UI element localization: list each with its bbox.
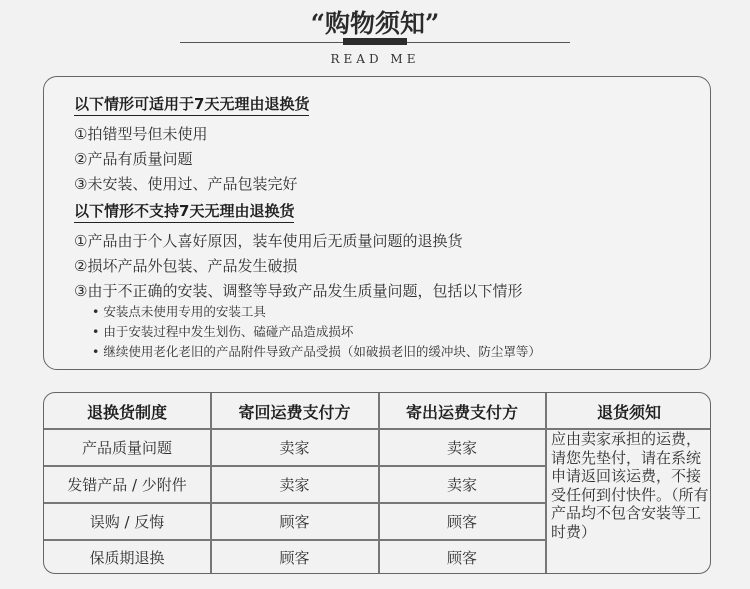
table-header-return-shipping: 寄回运费支付方 [238,402,351,422]
bullet-item: • 继续使用老化老旧的产品附件导致产品受损（如破损老旧的缓冲块、防尘罩等） [92,344,541,359]
eligible-item: ①拍错型号但未使用 [74,125,208,143]
table-cell-policy: 保质期退换 [89,549,165,567]
table-header-notice: 退货须知 [596,402,661,422]
table-cell-return-payer: 卖家 [279,439,310,457]
table-cell-outbound-payer: 顾客 [446,549,477,567]
eligible-item: ②产品有质量问题 [74,150,193,168]
return-policy-table [43,392,711,574]
ineligible-item: ③由于不正确的安装、调整等导致产品发生质量问题，包括以下情形 [74,282,523,300]
table-header-outbound-shipping: 寄出运费支付方 [405,402,518,422]
title-accent-bar [343,38,407,45]
return-policy-panel [43,76,711,370]
page-subtitle: READ ME [330,52,420,66]
return-notice-text: 应由卖家承担的运费，请您先垫付，请在系统申请返回该运费，不接受任何到付快件。（所有产品均不包含安装等工时费） [551,430,709,541]
section-heading-eligible: 以下情形可适用于7天无理由退换货 [74,94,309,116]
eligible-item: ③未安装、使用过、产品包装完好 [74,175,298,193]
table-cell-return-payer: 顾客 [279,549,310,567]
section-heading-ineligible: 以下情形不支持7天无理由退换货 [74,201,294,223]
table-cell-outbound-payer: 顾客 [446,513,477,531]
bullet-item: • 安装点未使用专用的安装工具 [92,304,266,319]
table-cell-policy: 误购 / 反悔 [89,513,165,531]
table-cell-outbound-payer: 卖家 [446,476,477,494]
table-cell-outbound-payer: 卖家 [446,439,477,457]
table-header-policy: 退换货制度 [86,402,167,422]
table-cell-return-payer: 卖家 [279,476,310,494]
page-title: “购物须知” [310,9,440,38]
ineligible-item: ①产品由于个人喜好原因，装车使用后无质量问题的退换货 [74,232,463,250]
table-cell-policy: 发错产品 / 少附件 [67,476,187,494]
table-cell-policy: 产品质量问题 [81,439,172,457]
bullet-item: • 由于安装过程中发生划伤、磕碰产品造成损坏 [92,324,354,339]
ineligible-item: ②损坏产品外包装、产品发生破损 [74,257,298,275]
table-cell-return-payer: 顾客 [279,513,310,531]
